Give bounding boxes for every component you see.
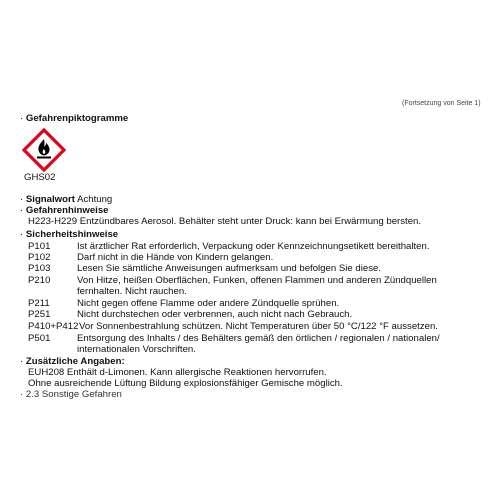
safety-text: Entsorgung des Inhalts / des Behälters gemäß den örtlichen / regionalen / nationalen/ xyxy=(77,333,440,344)
signal-word-label: Signalwort xyxy=(25,194,75,205)
safety-text: Darf nicht in die Hände von Kindern gelangen. xyxy=(77,252,274,263)
safety-code: P102 xyxy=(28,252,51,263)
safety-code: P410+P412 xyxy=(28,321,79,332)
next-section-title: 2.3 Sonstige Gefahren xyxy=(25,389,122,400)
additional-heading-row xyxy=(20,356,125,367)
signal-word-value: Achtung xyxy=(77,194,113,205)
bullet: · xyxy=(20,205,26,216)
safety-text: Lesen Sie sämtliche Anweisungen aufmerksam und befolgen Sie diese. xyxy=(77,263,381,274)
flame-icon xyxy=(22,128,66,172)
safety-text: Nicht gegen offene Flamme oder andere Zündquelle sprühen. xyxy=(77,298,340,309)
hazard-heading-row xyxy=(20,205,109,216)
hazard-text: H223-H229 Entzündbares Aerosol. Behälter steht unter Druck: kann bei Erwärmung bersten. xyxy=(28,216,422,227)
safety-code: P251 xyxy=(28,309,51,320)
continuation-note: (Fortsetzung von Seite 1) xyxy=(402,100,481,107)
bullet: · xyxy=(20,229,26,240)
safety-code: P210 xyxy=(28,275,51,286)
bullet: · xyxy=(20,113,26,124)
additional-line: Ohne ausreichende Lüftung Bildung explosionsfähiger Gemische möglich. xyxy=(28,378,343,389)
bullet: · xyxy=(20,194,26,205)
additional-heading: Zusätzliche Angaben: xyxy=(25,356,125,367)
hazard-heading: Gefahrenhinweise xyxy=(25,205,109,216)
pictograms-heading: Gefahrenpiktogramme xyxy=(25,113,129,124)
safety-heading: Sicherheitshinweise xyxy=(25,229,119,240)
safety-text: Nicht durchstechen oder verbrennen, auch nicht nach Gebrauch. xyxy=(77,309,353,320)
signal-word-row xyxy=(20,194,112,205)
bullet: · xyxy=(20,356,26,367)
safety-heading-row xyxy=(20,229,118,240)
pictograms-row xyxy=(20,113,128,124)
safety-code: P101 xyxy=(28,241,51,252)
safety-text: Vor Sonnenbestrahlung schützen. Nicht Temperaturen über 50 °C/122 °F aussetzen. xyxy=(79,321,438,332)
safety-text-continued: internationalen Vorschriften. xyxy=(77,344,196,355)
safety-text-continued: fernhalten. Nicht rauchen. xyxy=(77,286,187,297)
safety-text: Von Hitze, heißen Oberflächen, Funken, offenen Flammen und anderen Zündquellen xyxy=(77,275,437,286)
safety-text: Ist ärztlicher Rat erforderlich, Verpackung oder Kennzeichnungsetikett bereithalten. xyxy=(77,241,430,252)
additional-line: EUH208 Enthält d-Limonen. Kann allergische Reaktionen hervorrufen. xyxy=(28,367,327,378)
bullet: · xyxy=(20,389,26,400)
safety-code: P501 xyxy=(28,333,51,344)
ghs-label: GHS02 xyxy=(24,172,56,183)
safety-code: P103 xyxy=(28,263,51,274)
safety-code: P211 xyxy=(28,298,50,309)
next-section-cutoff xyxy=(20,389,122,400)
